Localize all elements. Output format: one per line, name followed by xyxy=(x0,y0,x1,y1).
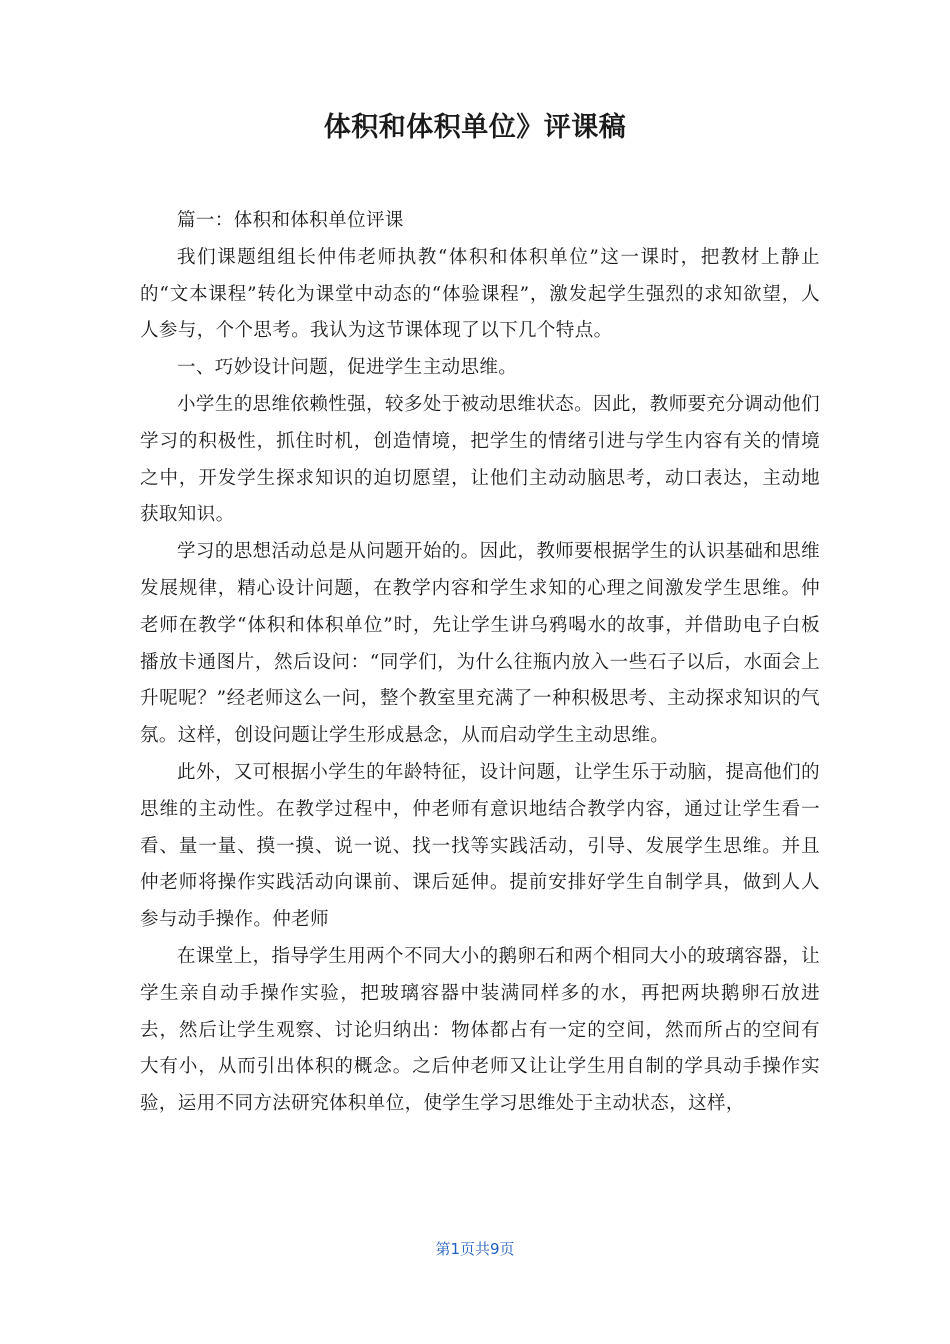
paragraph-intro: 我们课题组组长仲伟老师执教“体积和体积单位”这一课时，把教材上静止的“文本课程”转化为课堂中动态的“体验课程”，激发起学生强烈的求知欲望，人人参与，个个思考。我认为这节课体现了以下几个特点。 xyxy=(140,246,820,342)
document-body xyxy=(140,203,820,1123)
page-number: 第1页共9页 xyxy=(435,1240,515,1258)
paragraph-body: 此外，又可根据小学生的年龄特征，设计问题，让学生乐于动脑，提高他们的思维的主动性。在教学过程中，仲老师有意识地结合教学内容，通过让学生看一看、量一量、摸一摸、说一说、找一找等实践活动，引导、发展学生思维。并且仲老师将操作实践活动向课前、课后延伸。提前安排好学生自制学具，做到人人参与动手操作。仲老师 xyxy=(140,761,820,931)
paragraph-body: 学习的思想活动总是从问题开始的。因此，教师要根据学生的认识基础和思维发展规律，精心设计问题，在教学内容和学生求知的心理之间激发学生思维。仲老师在教学“体积和体积单位”时，先让学生讲乌鸦喝水的故事，并借助电子白板播放卡通图片，然后设问：“同学们，为什么往瓶内放入一些石子以后，水面会上升呢呢？”经老师这么一问，整个教室里充满了一种积极思考、主动探求知识的气氛。这样，创设问题让学生形成悬念，从而启动学生主动思维。 xyxy=(140,541,820,747)
document-title: 体积和体积单位》评课稿 xyxy=(323,112,627,143)
paragraph-body: 在课堂上，指导学生用两个不同大小的鹅卵石和两个相同大小的玻璃容器，让学生亲自动手操作实验，把玻璃容器中装满同样多的水，再把两块鹅卵石放进去，然后让学生观察、讨论归纳出：物体都占有一定的空间，然而所占的空间有大有小，从而引出体积的概念。之后仲老师又让让学生用自制的学具动手操作实验，运用不同方法研究体积单位，使学生学习思维处于主动状态，这样， xyxy=(140,945,820,1115)
paragraph-body: 小学生的思维依赖性强，较多处于被动思维状态。因此，教师要充分调动他们学习的积极性，抓住时机，创造情境，把学生的情绪引进与学生内容有关的情境之中，开发学生探求知识的迫切愿望，让他们主动动脑思考，动口表达，主动地获取知识。 xyxy=(140,393,820,526)
section-heading-part-one: 篇一：体积和体积单位评课 xyxy=(177,210,404,231)
section-heading-point-one: 一、巧妙设计问题，促进学生主动思维。 xyxy=(177,357,518,379)
